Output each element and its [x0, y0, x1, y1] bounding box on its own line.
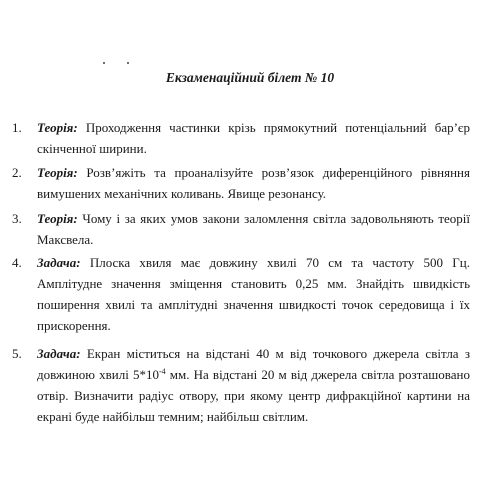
item-text: [37, 252, 470, 336]
exam-ticket-title: Екзаменаційний білет № 10: [165, 70, 335, 85]
item-label: Задача:: [37, 346, 81, 361]
item-body-end: мм. На відстані 20 м від джерела світла розташовано отвір. Визначити радіус отвору, при якому центр дифракційної картини на екрані буде найбільш темним; найбільш світлим.: [37, 367, 470, 424]
item-label: Теорія:: [37, 120, 78, 135]
item-number: 3.: [12, 211, 22, 226]
item-body: Проходження частинки крізь прямокутний потенціальний бар’єр скінченної ширини.: [37, 120, 471, 156]
item-number: 5.: [12, 346, 22, 361]
item-body-start: Екран міститься на відстані 40 м від точкового джерела світла з довжиною хвилі 5*10: [37, 346, 471, 382]
item-body: Плоска хвиля має довжину хвилі 70 см та частоту 500 Гц. Амплітудне значення зміщення становить 0,25 мм. Знайдіть швидкість поширення хвилі та амплітудні значення швидкості точок середовища і їх прискорення.: [37, 255, 471, 333]
item-text: [37, 208, 470, 250]
exponent: -4: [158, 367, 166, 376]
item-label: Теорія:: [37, 165, 78, 180]
item-text: [37, 162, 470, 204]
item-text: [37, 117, 470, 159]
item-number: 2.: [12, 165, 22, 180]
item-label: Теорія:: [37, 211, 78, 226]
scan-artifact-dots: [103, 62, 143, 68]
item-body: Розв’яжіть та проаналізуйте розв’язок диференційного рівняння вимушених механічних коливань. Явище резонансу.: [37, 165, 470, 201]
item-body: Чому і за яких умов закони заломлення світла задовольняють теорії Максвела.: [37, 211, 470, 247]
item-number: 1.: [12, 120, 22, 135]
item-text: [37, 343, 470, 427]
item-number: 4.: [12, 255, 22, 270]
item-label: Задача:: [37, 255, 81, 270]
